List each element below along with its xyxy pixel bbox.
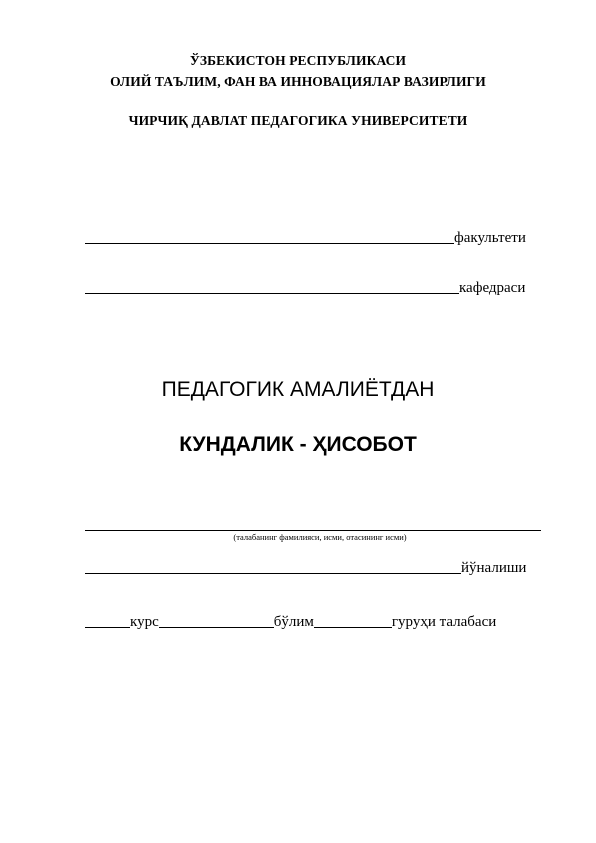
- document-subtitle: КУНДАЛИК - ҲИСОБОТ: [179, 433, 417, 456]
- department-label: кафедраси: [459, 280, 526, 296]
- country-heading: ЎЗБЕКИСТОН РЕСПУБЛИКАСИ: [189, 53, 407, 68]
- section-label: бўлим: [273, 614, 314, 630]
- faculty-blank-line[interactable]: [85, 243, 454, 244]
- section-blank-line[interactable]: [159, 627, 274, 628]
- faculty-label: факультети: [454, 230, 526, 246]
- group-label: гуруҳи талабаси: [391, 614, 497, 630]
- course-label: курс: [130, 614, 159, 630]
- course-group-row: [85, 614, 496, 631]
- direction-blank-line[interactable]: [85, 573, 461, 574]
- document-title: ПЕДАГОГИК АМАЛИЁТДАН: [161, 378, 435, 401]
- department-row: [85, 280, 525, 297]
- faculty-row: [85, 230, 526, 247]
- student-name-line[interactable]: [85, 530, 541, 531]
- university-heading: ЧИРЧИҚ ДАВЛАТ ПЕДАГОГИКА УНИВЕРСИТЕТИ: [128, 113, 468, 128]
- direction-label: йўналиши: [461, 560, 527, 576]
- student-name-caption: (талабанинг фамилияси, исми, отасининг исми): [233, 532, 407, 542]
- ministry-heading: ОЛИЙ ТАЪЛИМ, ФАН ВА ИННОВАЦИЯЛАР ВАЗИРЛИГИ: [110, 74, 486, 89]
- course-blank-line[interactable]: [85, 627, 130, 628]
- group-blank-line[interactable]: [314, 627, 392, 628]
- department-blank-line[interactable]: [85, 293, 459, 294]
- direction-row: [85, 560, 526, 577]
